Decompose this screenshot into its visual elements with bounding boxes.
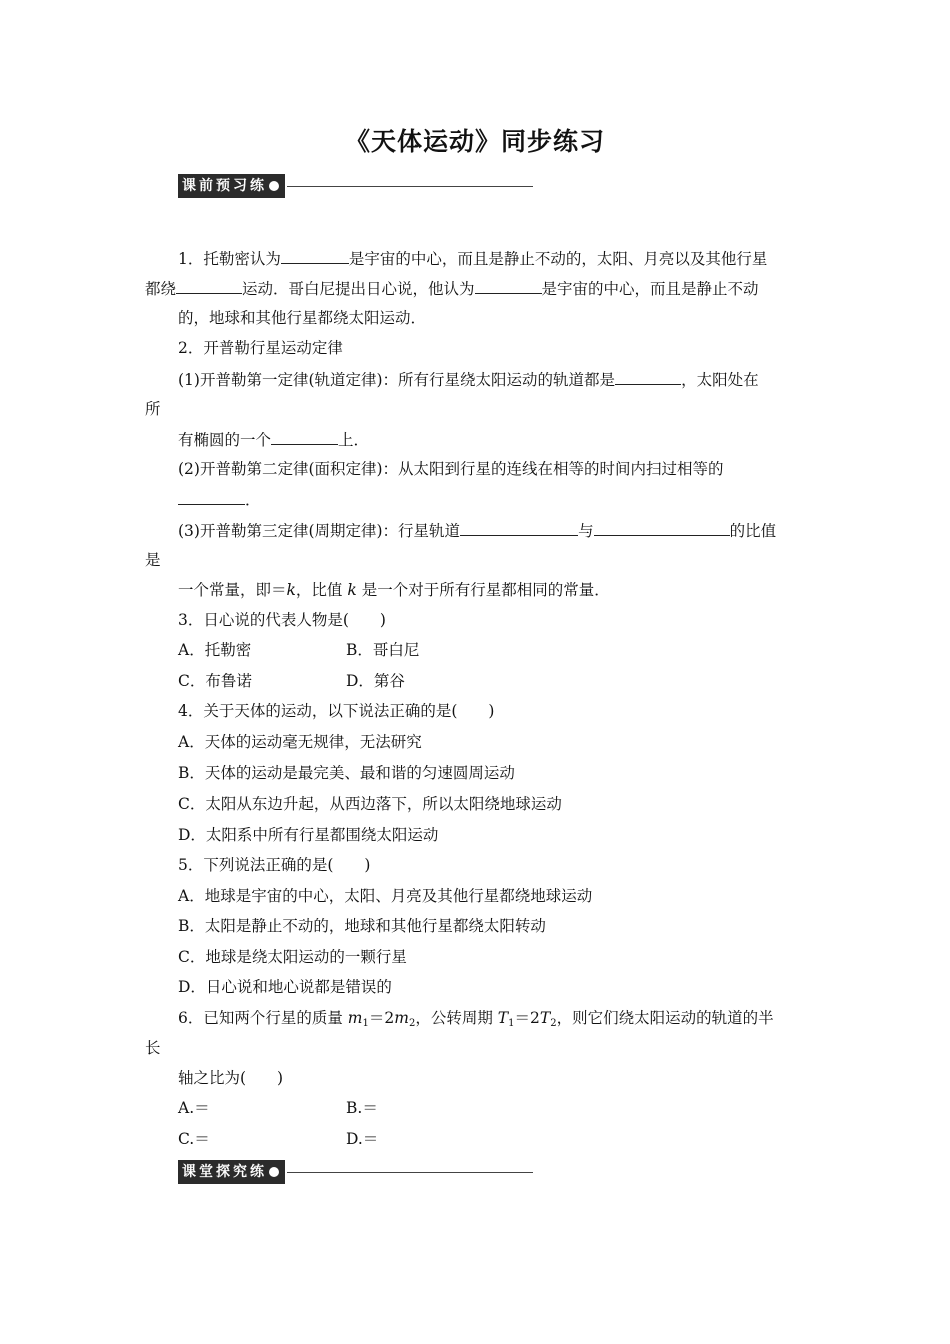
q2-law1-wrap: 所 bbox=[145, 400, 161, 418]
answer-blank[interactable] bbox=[178, 489, 245, 505]
answer-blank[interactable] bbox=[460, 520, 578, 536]
q3-stem: 3．日心说的代表人物是( ) bbox=[178, 611, 386, 629]
answer-blank[interactable] bbox=[615, 369, 681, 385]
section-label: 课堂探究练 bbox=[182, 1164, 267, 1180]
q4-option-d[interactable]: D．太阳系中所有行星都围绕太阳运动 bbox=[178, 826, 439, 844]
q4-option-b[interactable]: B．天体的运动是最完美、最和谐的匀速圆周运动 bbox=[178, 764, 515, 782]
q4-option-a[interactable]: A．天体的运动毫无规律，无法研究 bbox=[178, 733, 422, 751]
q2-law3-wrap: 是 bbox=[145, 551, 161, 569]
q2-law3-line1: (3)开普勒第三定律(周期定律)：行星轨道 与 的比值 bbox=[178, 522, 777, 540]
q5-stem: 5．下列说法正确的是( ) bbox=[178, 856, 371, 874]
answer-blank[interactable] bbox=[475, 278, 542, 294]
q2-law3-line2: 一个常量，即＝k，比值 k 是一个对于所有行星都相同的常量． bbox=[178, 581, 610, 599]
q1-line2: 都绕 运动．哥白尼提出日心说，他认为 是宇宙的中心，而且是静止不动 bbox=[145, 280, 759, 298]
q6-option-c[interactable]: C.＝ bbox=[178, 1130, 210, 1148]
page-title: 《天体运动》同步练习 bbox=[344, 127, 605, 156]
q6-stem-line1: 6．已知两个行星的质量 $m_1=2m_2$，公转周期 $T_1=2T_2$，则它们绕太阳运动的轨道的半 bbox=[178, 1009, 774, 1029]
q4-option-c[interactable]: C．太阳从东边升起，从西边落下，所以太阳绕地球运动 bbox=[178, 795, 562, 813]
q3-option-c[interactable]: C．布鲁诺 bbox=[178, 672, 252, 690]
q1-line1: 1．托勒密认为 是宇宙的中心，而且是静止不动的，太阳、月亮以及其他行星 bbox=[178, 250, 768, 268]
answer-blank[interactable] bbox=[176, 278, 242, 294]
section-header-classroom bbox=[178, 1160, 533, 1184]
q6-option-d[interactable]: D.＝ bbox=[346, 1130, 379, 1148]
section-label: 课前预习练 bbox=[182, 178, 267, 194]
q4-stem: 4．关于天体的运动，以下说法正确的是( ) bbox=[178, 702, 495, 720]
bullet-dot-icon bbox=[269, 181, 279, 191]
q2-law1-line1: (1)开普勒第一定律(轨道定律)：所有行星绕太阳运动的轨道都是 ，太阳处在 bbox=[178, 371, 759, 389]
q6-stem-wrap: 长 bbox=[145, 1039, 161, 1057]
q2-heading: 2．开普勒行星运动定律 bbox=[178, 339, 343, 357]
q3-option-a[interactable]: A．托勒密 bbox=[178, 641, 252, 659]
q1-line3: 的，地球和其他行星都绕太阳运动． bbox=[178, 309, 427, 327]
section-header-preview bbox=[178, 174, 533, 198]
q6-stem-line2: 轴之比为( ) bbox=[178, 1069, 284, 1087]
bullet-dot-icon bbox=[269, 1167, 279, 1177]
q5-option-c[interactable]: C．地球是绕太阳运动的一颗行星 bbox=[178, 948, 407, 966]
answer-blank[interactable] bbox=[281, 248, 349, 264]
answer-blank[interactable] bbox=[594, 520, 730, 536]
q5-option-a[interactable]: A．地球是宇宙的中心，太阳、月亮及其他行星都绕地球运动 bbox=[178, 887, 593, 905]
answer-blank[interactable] bbox=[271, 429, 338, 445]
q3-option-b[interactable]: B．哥白尼 bbox=[346, 641, 420, 659]
q6-option-b[interactable]: B.＝ bbox=[346, 1099, 378, 1117]
q3-option-d[interactable]: D．第谷 bbox=[346, 672, 405, 690]
section-rule bbox=[287, 1172, 533, 1173]
q5-option-d[interactable]: D．日心说和地心说都是错误的 bbox=[178, 978, 392, 996]
section-rule bbox=[287, 186, 533, 187]
q5-option-b[interactable]: B．太阳是静止不动的，地球和其他行星都绕太阳转动 bbox=[178, 917, 546, 935]
q2-law1-line2: 有椭圆的一个 上． bbox=[178, 431, 370, 449]
q6-option-a[interactable]: A.＝ bbox=[178, 1099, 210, 1117]
q2-law2-line2: ． bbox=[178, 489, 261, 510]
q2-law2-line1: (2)开普勒第二定律(面积定律)：从太阳到行星的连线在相等的时间内扫过相等的 bbox=[178, 460, 724, 478]
